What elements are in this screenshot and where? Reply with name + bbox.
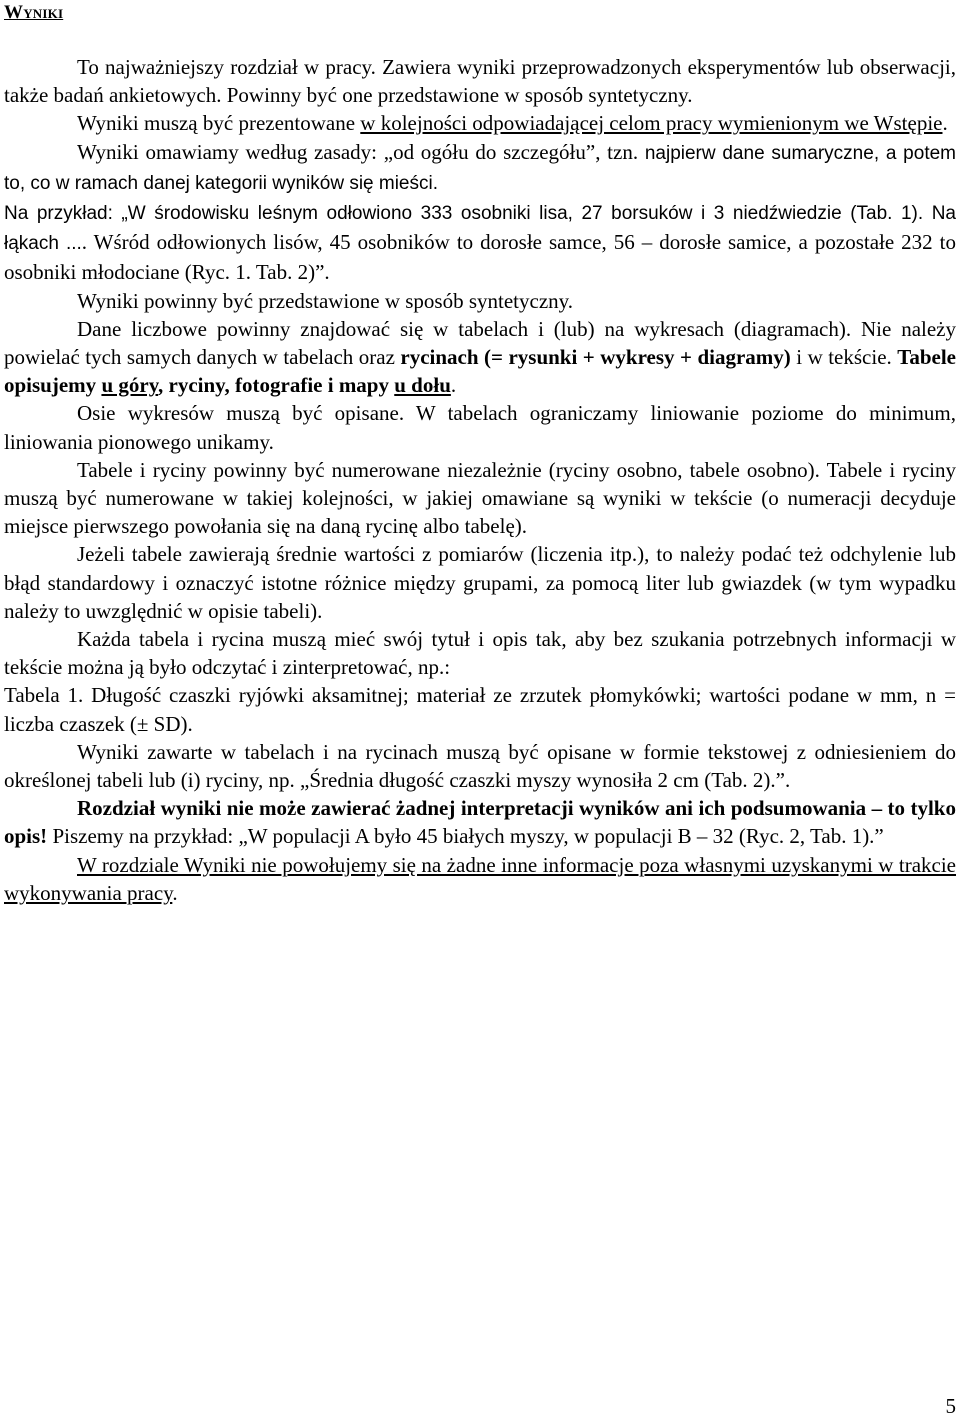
- text-run: Wyniki muszą być prezentowane: [77, 111, 361, 136]
- paragraph-axes: Osie wykresów muszą być opisane. W tabelach ograniczamy liniowanie poziome do minimum, liniowania pionowego unikamy.: [4, 401, 956, 454]
- text-run: Dane liczbowe powinny znajdować się w tabelach i (lub) na wykresach (diagramach). Nie należy powielać tych samych danych w tabelach oraz: [4, 316, 956, 370]
- paragraph-text-description: Wyniki zawarte w tabelach i na rycinach muszą być opisane w formie tekstowej z odniesieniem do określonej tabeli lub (i) ryciny, np. „Średnia długość czaszki myszy wynosiła 2 cm (Tab. 2).”.: [4, 739, 956, 793]
- paragraph-table-example: Tabela 1. Długość czaszki ryjówki aksamitnej; materiał ze zrzutek płomykówki; wartości podane w mm, n = liczba czaszek (± SD).: [4, 683, 956, 736]
- bold-underlined-run: u góry: [101, 373, 159, 398]
- section-heading: Wyniki: [4, 2, 64, 23]
- paragraph-titles: Każda tabela i rycina muszą mieć swój tytuł i opis tak, aby bez szukania potrzebnych informacji w tekście można ją było odczytać i zinterpretować, np.:: [4, 627, 956, 680]
- bold-run: , ryciny, fotografie i mapy: [158, 373, 395, 398]
- underlined-run: W rozdziale Wyniki nie powołujemy się na żadne inne informacje poza własnymi uzyskanymi w trakcie wykonywania pracy: [4, 852, 956, 905]
- bold-run: Rozdział wyniki nie może zawierać żadnej interpretacji wyników ani ich podsumowania – to tylko opis!: [4, 796, 956, 849]
- paragraph-example: [4, 198, 956, 287]
- paragraph-means: Jeżeli tabele zawierają średnie wartości z pomiarów (liczenia itp.), to należy podać też odchylenie lub błąd standardowy i oznaczyć istotne różnice między grupami, za pomocą liter lub gwiazdek (w tym wypadku należy to uwzględnić w opisie tabeli).: [4, 542, 956, 623]
- underlined-run: w kolejności odpowiadającej celom pracy wymienionym we Wstępie: [360, 111, 943, 136]
- paragraph-tables-figures: [4, 315, 956, 400]
- paragraph-order: [4, 109, 956, 137]
- sans-run: Na przykład: „W środowisku leśnym odłowiono 333 osobniki lisa, 27 borsuków i 3 niedźwiedzie (Tab. 1). Na łąkach ...: [4, 203, 956, 255]
- paragraph-numbering: Tabele i ryciny powinny być numerowane niezależnie (ryciny osobno, tabele osobno). Tabele i ryciny muszą być numerowane w takiej kolejności, w jakiej omawiane są wyniki w tekście (o numeracji decyduje miejsce pierwszego powołania się na daną rycinę albo tabelę).: [4, 457, 956, 539]
- bold-run: Tabele opisujemy: [4, 345, 956, 398]
- page-number: 5: [945, 1394, 956, 1418]
- paragraph-no-interpretation: [4, 794, 956, 850]
- text-run: .: [450, 373, 457, 398]
- bold-run: rycinach (= rysunki + wykresy + diagramy): [400, 345, 791, 370]
- paragraph-own-results: [4, 851, 956, 907]
- paragraph-general-to-detail: [4, 138, 956, 198]
- sans-run: najpierw dane sumaryczne, a potem to, co w ramach danej kategorii wyników się mieści.: [4, 142, 956, 194]
- text-run: .: [942, 111, 948, 136]
- text-run: . Wśród odłowionych lisów, 45 osobników to dorosłe samce, 56 – dorosłe samice, a pozostałe 232 to osobniki młodociane (Ryc. 1. Tab. 2)”.: [4, 230, 956, 285]
- text-run: i w tekście.: [790, 345, 898, 370]
- paragraph-intro: To najważniejszy rozdział w pracy. Zawiera wyniki przeprowadzonych eksperymentów lub obserwacji, także badań ankietowych. Powinny być one przedstawione w sposób syntetyczny.: [4, 55, 956, 108]
- paragraph-synthetic: Wyniki powinny być przedstawione w sposób syntetyczny.: [77, 288, 574, 313]
- text-run: .: [172, 880, 178, 905]
- text-run: Piszemy na przykład: „W populacji A było 45 białych myszy, w populacji B – 32 (Ryc. 2, Tab. 1).”: [47, 824, 884, 849]
- bold-underlined-run: u dołu: [394, 373, 451, 398]
- document-body: [4, 53, 956, 907]
- text-run: Wyniki omawiamy według zasady: „od ogółu do szczegółu”, tzn.: [77, 139, 639, 164]
